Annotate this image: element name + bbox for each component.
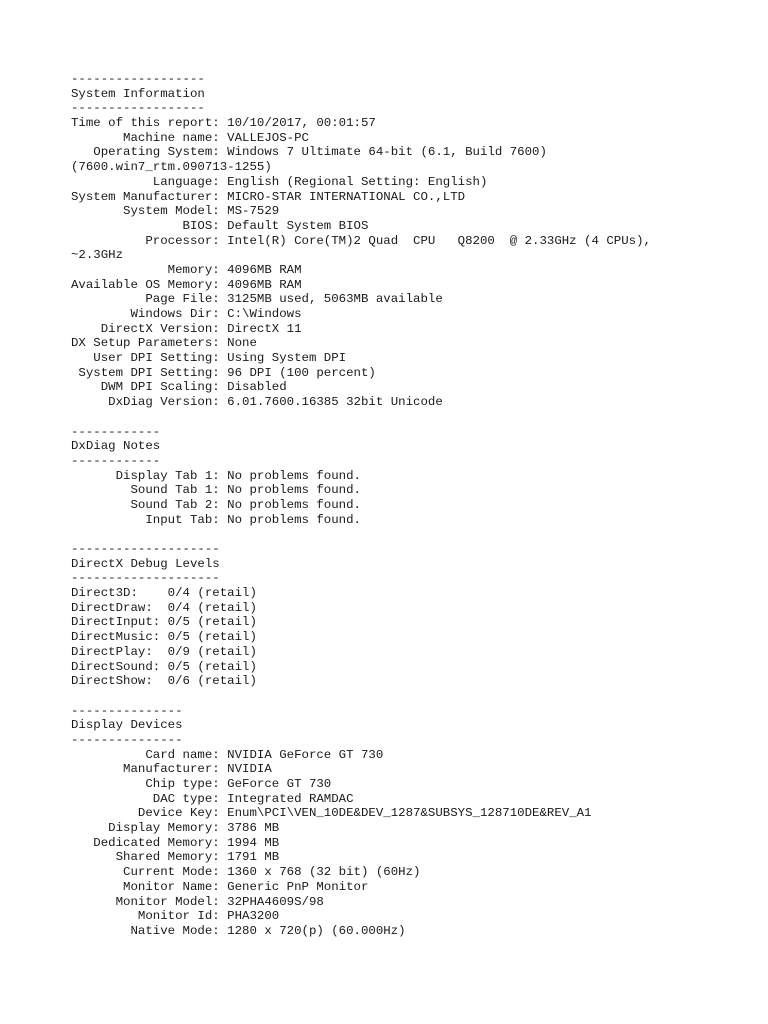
report-line: ~2.3GHz bbox=[71, 248, 124, 263]
report-line: DirectShow: 0/6 (retail) bbox=[71, 674, 257, 689]
report-line bbox=[71, 410, 651, 425]
report-line: ------------ bbox=[71, 453, 161, 468]
report-line: DirectPlay: 0/9 (retail) bbox=[71, 644, 257, 659]
report-line: Monitor Name: Generic PnP Monitor bbox=[71, 879, 369, 894]
report-line: Device Key: Enum\PCI\VEN_10DE&DEV_1287&SUBSYS_128710DE&REV_A1 bbox=[71, 806, 592, 821]
report-line: Shared Memory: 1791 MB bbox=[71, 850, 280, 865]
report-line: ------------ bbox=[71, 424, 161, 439]
report-line: --------------- bbox=[71, 732, 183, 747]
report-line: DirectSound: 0/5 (retail) bbox=[71, 659, 257, 674]
report-line: Current Mode: 1360 x 768 (32 bit) (60Hz) bbox=[71, 865, 421, 880]
report-line: System Model: MS-7529 bbox=[71, 204, 280, 219]
report-line: DirectDraw: 0/4 (retail) bbox=[71, 600, 257, 615]
report-line: Sound Tab 2: No problems found. bbox=[71, 497, 361, 512]
report-line: (7600.win7_rtm.090713-1255) bbox=[71, 160, 272, 175]
report-line: ------------------ bbox=[71, 101, 205, 116]
report-line: System Manufacturer: MICRO-STAR INTERNATIONAL CO.,LTD bbox=[71, 189, 466, 204]
report-line: --------------- bbox=[71, 703, 183, 718]
report-line: Windows Dir: C:\Windows bbox=[71, 307, 302, 321]
report-line: Operating System: Windows 7 Ultimate 64-bit (6.1, Build 7600) bbox=[71, 145, 547, 160]
report-line: System DPI Setting: 96 DPI (100 percent) bbox=[71, 365, 376, 380]
report-line: Monitor Model: 32PHA4609S/98 bbox=[71, 894, 324, 909]
report-line: Display Devices bbox=[71, 718, 183, 733]
report-line: ------------------ bbox=[71, 72, 205, 86]
report-line: -------------------- bbox=[71, 542, 220, 556]
report-line: Display Tab 1: No problems found. bbox=[71, 468, 361, 483]
report-line: Processor: Intel(R) Core(TM)2 Quad CPU Q8200 @ 2.33GHz (4 CPUs), bbox=[71, 233, 651, 248]
report-line bbox=[71, 689, 651, 704]
report-line: Input Tab: No problems found. bbox=[71, 512, 361, 527]
report-line: BIOS: Default System BIOS bbox=[71, 218, 369, 233]
report-line: Direct3D: 0/4 (retail) bbox=[71, 586, 257, 601]
report-line: DWM DPI Scaling: Disabled bbox=[71, 380, 287, 395]
report-line: -------------------- bbox=[71, 571, 220, 586]
report-line: Monitor Id: PHA3200 bbox=[71, 909, 280, 924]
report-line: DirectMusic: 0/5 (retail) bbox=[71, 630, 257, 645]
report-line: System Information bbox=[71, 86, 205, 101]
report-line: Chip type: GeForce GT 730 bbox=[71, 777, 332, 791]
report-line: DirectX Version: DirectX 11 bbox=[71, 321, 302, 336]
report-line: DxDiag Version: 6.01.7600.16385 32bit Unicode bbox=[71, 395, 443, 410]
report-line: User DPI Setting: Using System DPI bbox=[71, 351, 347, 366]
report-line: DirectX Debug Levels bbox=[71, 556, 220, 571]
report-line: Machine name: VALLEJOS-PC bbox=[71, 130, 309, 145]
report-line: Sound Tab 1: No problems found. bbox=[71, 483, 361, 498]
dxdiag-report bbox=[71, 72, 651, 939]
report-line: DirectInput: 0/5 (retail) bbox=[71, 615, 257, 630]
report-line: Dedicated Memory: 1994 MB bbox=[71, 835, 280, 850]
report-line: Manufacturer: NVIDIA bbox=[71, 762, 272, 777]
report-line: Memory: 4096MB RAM bbox=[71, 262, 302, 277]
report-line: Native Mode: 1280 x 720(p) (60.000Hz) bbox=[71, 923, 406, 938]
report-line: Time of this report: 10/10/2017, 00:01:57 bbox=[71, 116, 376, 131]
report-line: DAC type: Integrated RAMDAC bbox=[71, 791, 354, 806]
report-line: DxDiag Notes bbox=[71, 439, 161, 454]
report-line bbox=[71, 527, 651, 542]
report-line: Language: English (Regional Setting: English) bbox=[71, 174, 488, 189]
report-line: Page File: 3125MB used, 5063MB available bbox=[71, 292, 443, 307]
report-line: Display Memory: 3786 MB bbox=[71, 821, 280, 836]
report-line: Card name: NVIDIA GeForce GT 730 bbox=[71, 747, 384, 762]
report-line: DX Setup Parameters: None bbox=[71, 336, 257, 351]
report-line: Available OS Memory: 4096MB RAM bbox=[71, 277, 302, 292]
